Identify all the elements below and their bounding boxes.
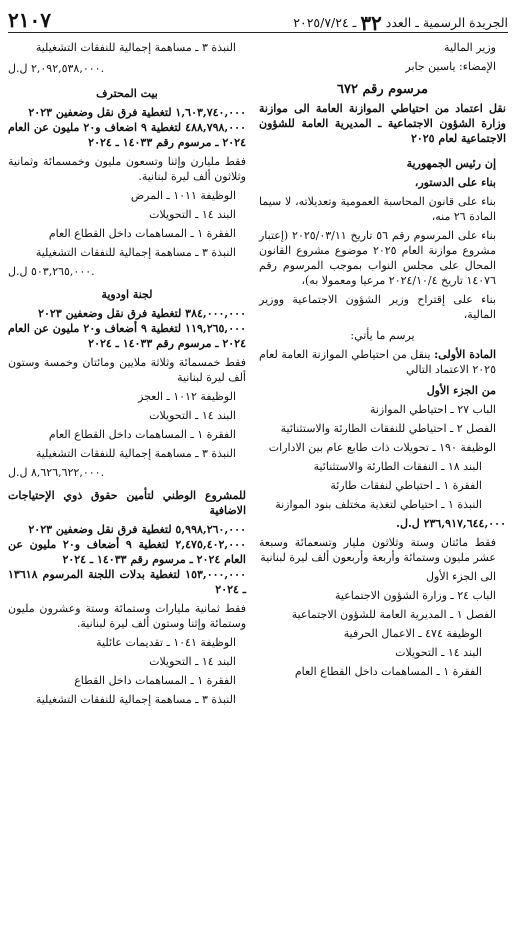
budget-line: الفقرة ١ ـ المساهمات داخل القطاع xyxy=(74,674,236,687)
budget-line: الفقرة ١ ـ احتياطي لنفقات طارئة xyxy=(330,479,482,492)
article-1 xyxy=(259,347,506,377)
decree-title: مرسوم رقم ٦٧٢ xyxy=(337,82,428,97)
budget-line: الفقرة ١ ـ المساهمات داخل القطاع العام xyxy=(48,227,236,240)
budget-line: الوظيفة ١٠١١ ـ المرض xyxy=(130,189,236,202)
part-1-title: من الجزء الأول xyxy=(426,384,496,397)
right-column xyxy=(259,40,506,679)
issue-date: ـ ٢٠٢٥/٧/٢٤ xyxy=(293,15,357,30)
amount-in-words: فقط خمسمائة وثلاثة ملايين ومائتان وخمسة وستون ألف ليرة لبنانية xyxy=(8,356,246,384)
page-header xyxy=(8,8,508,33)
budget-line: الوظيفة ١٠٤١ ـ تقديمات عائلية xyxy=(96,636,236,649)
signature: الإمضاء: ياسين جابر xyxy=(405,60,496,73)
budget-line: البند ١٤ ـ التحويلات xyxy=(149,655,236,668)
section-title: بيت المحترف xyxy=(96,87,158,100)
section-amount: ٨,٦٢٦,٦٢٢,٠٠٠ ل.ل. xyxy=(8,466,105,479)
header-title xyxy=(293,11,508,35)
allocation-line: ١,٦٠٣,٧٤٠,٠٠٠ لتغطية فرق نقل وضعفين ٢٠٢٣ xyxy=(28,106,246,119)
budget-line: النبذة ٣ ـ مساهمة إجمالية للنفقات التشغيلية xyxy=(35,447,236,460)
budget-line: النبذة ١ ـ احتياطي لتغذية مختلف بنود الموازنة xyxy=(275,498,482,511)
budget-line: النبذة ٣ ـ مساهمة إجمالية للنفقات التشغيلية xyxy=(35,246,236,259)
page-number: ٢١٠٧ xyxy=(8,8,51,32)
issue-number: ٣٢ xyxy=(360,11,382,35)
budget-line: الفصل ٢ ـ احتياطي للنفقات الطارئة والاستثنائية xyxy=(280,422,496,435)
budget-line: البند ١٤ ـ التحويلات xyxy=(149,208,236,221)
decrees-line: يرسم ما يأتي: xyxy=(350,329,415,342)
budget-line: البند ١٤ ـ التحويلات xyxy=(149,409,236,422)
section-title: للمشروع الوطني لتأمين حقوق ذوي الإحتياجات الاضافية xyxy=(8,489,246,517)
constitution-line: بناء على الدستور، xyxy=(414,176,496,189)
minister-title: وزير المالية xyxy=(444,41,496,54)
budget-line: النبذة ٣ ـ مساهمة إجمالية للنفقات التشغيلية xyxy=(35,693,236,706)
allocation-line: ٤٨٨,٧٩٨,٠٠٠ لتغطية ٩ اضعاف و٢٠ مليون عن العام ٢٠٢٤ ـ مرسوم رقم ١٤٠٣٣ ـ ٢٠٢٤ xyxy=(8,121,246,149)
budget-line: الوظيفة ١٩٠ ـ تحويلات ذات طابع عام بين الادارات xyxy=(268,441,496,454)
budget-line: الفقرة ١ ـ المساهمات داخل القطاع العام xyxy=(294,665,482,678)
allocation-line: ١٥٣,٠٠٠,٠٠٠ لتغطية بدلات اللجنة المرسوم ١٣٦١٨ ـ ٢٠٢٤ xyxy=(8,568,246,596)
budget-line: الباب ٢٤ ـ وزارة الشؤون الاجتماعية xyxy=(335,589,496,602)
basis-paragraph-2: بناء على المرسوم رقم ٥٦ تاريخ ٢٠٢٥/٠٣/١١ (إعتبار مشروع موازنة العام ٢٠٢٥ موضوع مشروع القانون المحال على مجلس النواب بموجب المرسوم رقم ١٤٠٧٦ تاريخ ٢٠٢٤/١٠/٤ مرعيا ومعمولا به)، xyxy=(259,229,497,287)
header-title-prefix: الجريدة الرسمية ـ العدد xyxy=(385,15,508,30)
budget-line: النبذة ٣ ـ مساهمة إجمالية للنفقات التشغيلية xyxy=(35,41,236,54)
allocation-line: ٣٨٤,٠٠٠,٠٠٠ لتغطية فرق نقل وضعفين ٢٠٢٣ xyxy=(38,307,246,320)
section-title: لجنة اودوية xyxy=(101,288,153,301)
budget-line: الوظيفة ٤٧٤ ـ الاعمال الحرفية xyxy=(343,627,482,640)
decree-subject: نقل اعتماد من احتياطي الموازنة العامة الى موازنة وزارة الشؤون الاجتماعية ـ المديرية العامة للشؤون الاجتماعية لعام ٢٠٢٥ xyxy=(259,102,506,145)
to-part-title: الى الجزء الأول xyxy=(426,570,496,583)
section-amount: ٢,٠٩٢,٥٣٨,٠٠٠ ل.ل. xyxy=(8,62,105,75)
left-column xyxy=(8,40,246,707)
budget-line: البند ١٨ ـ النفقات الطارئة والاستثنائية xyxy=(313,460,482,473)
allocation-line: ١١٩,٢٦٥,٠٠٠ لتغطية ٩ أضعاف و٢٠ مليون عن العام ٢٠٢٤ ـ مرسوم رقم ١٤٠٣٣ ـ ٢٠٢٤ xyxy=(8,322,246,350)
amount-in-words: فقط مليارن وإثنا وتسعون مليون وخمسمائة وثمانية وثلاثون ألف ليرة لبنانية. xyxy=(8,155,246,183)
budget-line: الوظيفة ١٠١٢ ـ العجز xyxy=(138,390,236,403)
budget-line: الفقرة ١ ـ المساهمات داخل القطاع العام xyxy=(48,428,236,441)
amount-in-words: فقط ثمانية مليارات وستمائة وستة وعشرون مليون وستمائة وإثنا وستون ألف ليرة لبنانية. xyxy=(8,602,246,630)
allocation-line: ٢,٤٧٥,٤٠٢,٠٠٠ لتغطية ٩ أضعاف و٢٠ مليون عن العام ٢٠٢٤ ـ مرسوم رقم ١٤٠٣٣ ـ ٢٠٢٤ xyxy=(8,538,246,566)
article-1-text: ينقل من احتياطي الموازنة العامة لعام ٢٠٢٥ الاعتماد التالي xyxy=(259,348,496,376)
section-amount: ٥٠٣,٢٦٥,٠٠٠ ل.ل. xyxy=(8,265,95,278)
president-line: إن رئيس الجمهورية xyxy=(406,157,496,170)
basis-paragraph-1: بناء على قانون المحاسبة العمومية وتعديلاته، لا سيما المادة ٢٦ منه، xyxy=(259,195,496,223)
budget-line: الباب ٢٧ ـ احتياطي الموازنة xyxy=(369,403,496,416)
article-1-label: المادة الأولى: xyxy=(434,348,496,361)
budget-line: البند ١٤ ـ التحويلات xyxy=(395,646,482,659)
basis-paragraph-3: بناء على إقتراح وزير الشؤون الاجتماعية ووزير المالية، xyxy=(259,293,496,321)
amount-in-words: فقط مائتان وستة وثلاثون مليار وتسعمائة وسبعة عشر مليون وستمائة وأربعة وأربعون ألف ليرة لبنانية xyxy=(259,536,496,564)
budget-line: الفصل ١ ـ المديرية العامة للشؤون الاجتماعية xyxy=(291,608,496,621)
transfer-amount: ٢٣٦,٩١٧,٦٤٤,٠٠٠ ل.ل. xyxy=(396,517,506,530)
allocation-line: ٥,٩٩٨,٢٦٠,٠٠٠ لتغطية فرق نقل وضعفين ٢٠٢٣ xyxy=(28,523,246,536)
